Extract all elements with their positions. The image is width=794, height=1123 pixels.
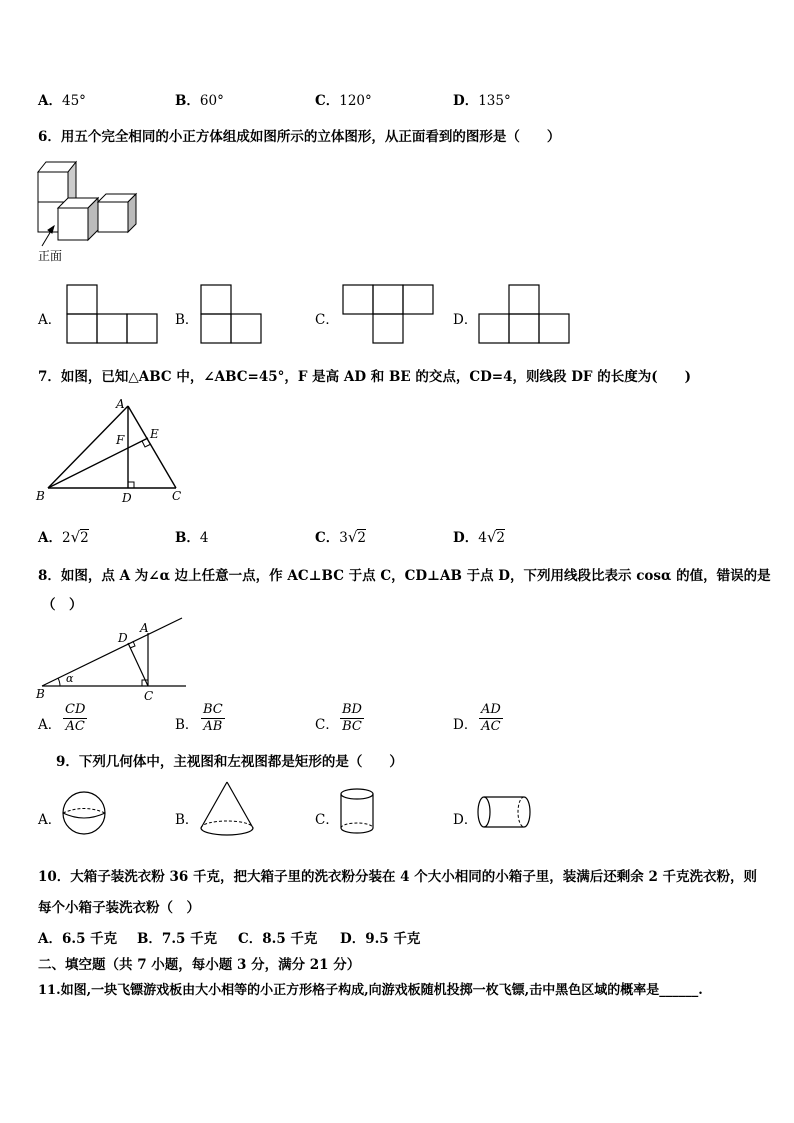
q8-option-b-fraction: $\frac{BC}{AB}$ bbox=[203, 702, 223, 734]
q7-option-b: B．4 bbox=[175, 530, 209, 546]
q7-question: 7．如图，已知△ABC 中，∠ABC=45°，F 是高 AD 和 BE 的交点，CD=4，则线段 DF 的长度为( ) bbox=[38, 369, 691, 385]
q9-option-a: A． bbox=[38, 812, 62, 828]
q5-option-b: B．60° bbox=[175, 93, 224, 109]
q8-option-c-fraction: $\frac{BD}{BC}$ bbox=[342, 702, 362, 734]
q6-option-a: A． bbox=[38, 312, 62, 328]
q6-option-b: B． bbox=[175, 312, 199, 328]
q8-question-cont: （ ） bbox=[42, 597, 83, 613]
q8-alpha-label: α bbox=[66, 672, 74, 685]
q8-point-c: C bbox=[144, 689, 154, 703]
q8-option-c-letter: C． bbox=[315, 717, 339, 733]
q8-option-a-letter: A． bbox=[38, 717, 62, 733]
q8-option-a-fraction: $\frac{CD}{AC}$ bbox=[65, 702, 86, 734]
q9-horizontal-cylinder-icon bbox=[474, 794, 534, 832]
q7-point-d: D bbox=[122, 491, 132, 505]
q8-point-a: A bbox=[140, 621, 149, 635]
q10-question: 10．大箱子装洗衣粉 36 千克，把大箱子里的洗衣粉分装在 4 个大小相同的小箱子里，装满后还剩余 2 千克洗衣粉，则 bbox=[38, 869, 758, 885]
q6-option-a-shape bbox=[66, 284, 158, 344]
section-title-fill-in: 二、填空题（共 7 小题，每小题 3 分，满分 21 分） bbox=[38, 957, 361, 973]
q5-option-a: A．45° bbox=[38, 93, 86, 109]
q8-point-d: D bbox=[118, 631, 128, 645]
q6-question: 6．用五个完全相同的小正方体组成如图所示的立体图形，从正面看到的图形是（ ） bbox=[38, 129, 561, 145]
q5-option-d: D．135° bbox=[453, 93, 511, 109]
q6-option-c-shape bbox=[342, 284, 434, 344]
q8-angle-figure bbox=[36, 616, 196, 704]
q7-triangle-figure bbox=[36, 396, 196, 506]
q9-option-b: B． bbox=[175, 812, 199, 828]
q9-cone-icon bbox=[198, 780, 256, 838]
q9-option-d: D． bbox=[453, 812, 478, 828]
q11-question: 11.如图,一块飞镖游戏板由大小相等的小正方形格子构成,向游戏板随机投掷一枚飞镖,击中黑色区域的概率是______. bbox=[38, 983, 703, 998]
q9-cylinder-icon bbox=[338, 786, 378, 838]
q7-option-d: D．4√2 bbox=[453, 528, 505, 546]
q6-front-label: 正面 bbox=[38, 249, 63, 263]
q6-option-d-shape bbox=[478, 284, 570, 344]
q9-sphere-icon bbox=[60, 790, 110, 836]
q9-question: 9．下列几何体中，主视图和左视图都是矩形的是（ ） bbox=[56, 754, 403, 770]
q10-option-d: D．9.5 千克 bbox=[340, 931, 421, 947]
q8-question: 8．如图，点 A 为∠α 边上任意一点，作 AC⊥BC 于点 C，CD⊥AB 于点 D，下列用线段比表示 cosα 的值，错误的是 bbox=[38, 568, 771, 584]
q7-point-b: B bbox=[36, 489, 45, 503]
q10-option-c: C．8.5 千克 bbox=[238, 931, 318, 947]
q10-question-cont: 每个小箱子装洗衣粉（ ） bbox=[38, 900, 200, 916]
q8-point-b: B bbox=[36, 687, 45, 701]
q7-option-a: A．2√2 bbox=[38, 528, 89, 546]
q5-option-c: C．120° bbox=[315, 93, 372, 109]
q6-option-b-shape bbox=[200, 284, 262, 344]
q6-option-c: C． bbox=[315, 312, 339, 328]
q7-point-f: F bbox=[116, 433, 125, 447]
q7-point-a: A bbox=[116, 397, 125, 411]
q10-option-b: B．7.5 千克 bbox=[137, 931, 218, 947]
q7-option-c: C．3√2 bbox=[315, 528, 366, 546]
q8-option-d-letter: D． bbox=[453, 717, 478, 733]
q10-option-a: A．6.5 千克 bbox=[38, 931, 118, 947]
q6-cube-figure bbox=[36, 158, 146, 263]
q6-option-d: D． bbox=[453, 312, 478, 328]
q8-option-d-fraction: $\frac{AD}{AC}$ bbox=[481, 702, 501, 734]
q7-point-c: C bbox=[172, 489, 182, 503]
q8-option-b-letter: B． bbox=[175, 717, 199, 733]
q9-option-c: C． bbox=[315, 812, 339, 828]
q7-point-e: E bbox=[150, 427, 159, 441]
